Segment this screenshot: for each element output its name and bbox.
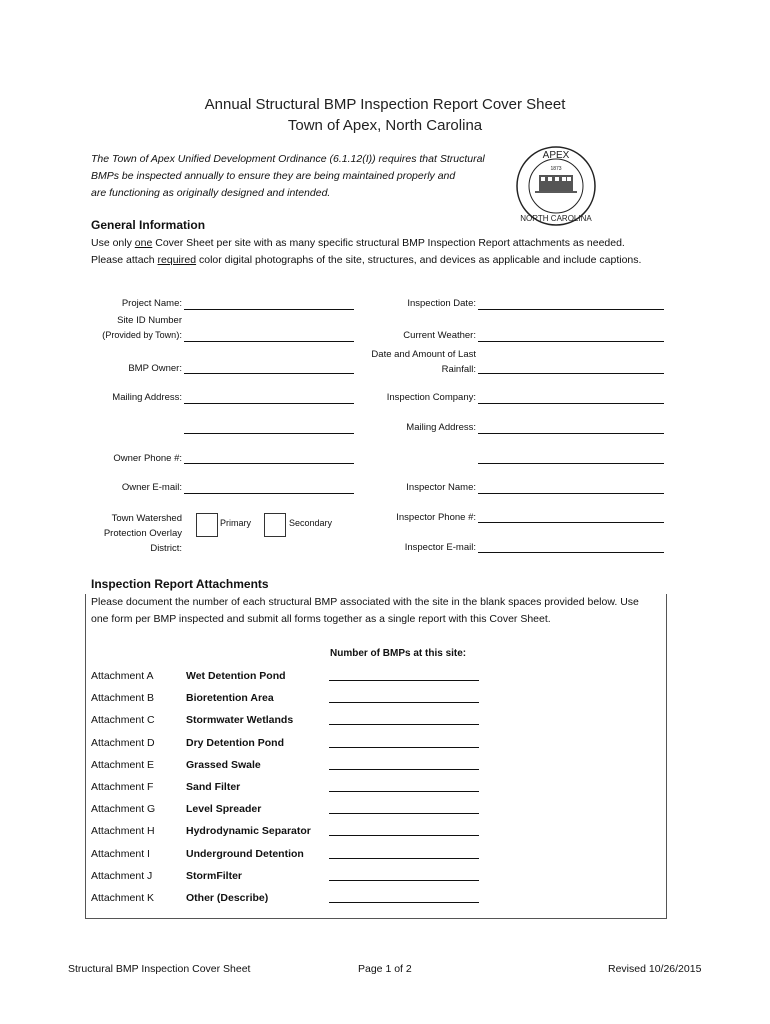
- owner-email-label: Owner E-mail:: [121, 482, 182, 493]
- owner-phone-label: Owner Phone #:: [113, 453, 182, 464]
- watershed-label: [82, 511, 182, 556]
- bmp-count-field[interactable]: [329, 813, 479, 814]
- seal-top-text: APEX: [542, 150, 570, 161]
- rainfall-label: [350, 347, 476, 377]
- attachment-row: [91, 692, 671, 714]
- intro-text: [91, 151, 511, 202]
- primary-checkbox[interactable]: [196, 513, 218, 537]
- bmp-count-header: Number of BMPs at this site:: [330, 648, 467, 659]
- site-id-close: ):: [176, 330, 182, 341]
- primary-label: Primary: [220, 518, 251, 528]
- footer-left: Structural BMP Inspection Cover Sheet: [68, 963, 251, 975]
- attachment-label: Attachment K: [91, 892, 155, 904]
- bmp-count-field[interactable]: [329, 858, 479, 859]
- inspector-email-field[interactable]: [478, 552, 664, 553]
- page-title: Annual Structural BMP Inspection Report Cover Sheet: [204, 96, 566, 113]
- attachment-label: Attachment B: [91, 692, 155, 705]
- rainfall-label-line1: Date and Amount of Last: [371, 349, 476, 360]
- owner-email-field[interactable]: [184, 493, 354, 494]
- bmp-count-field[interactable]: [329, 724, 479, 725]
- site-id-label-line2: [90, 328, 182, 343]
- inspector-email-label: Inspector E-mail:: [404, 542, 476, 553]
- watershed-label-line3: District:: [150, 543, 182, 554]
- attachment-label: Attachment I: [91, 847, 150, 860]
- bmp-type-name: Stormwater Wetlands: [186, 714, 294, 727]
- attachment-label: Attachment E: [91, 758, 155, 771]
- bmp-type-name: Grassed Swale: [186, 758, 261, 771]
- rainfall-field[interactable]: [478, 373, 664, 374]
- site-id-label: [90, 313, 182, 343]
- bmp-type-name: Other (Describe): [186, 892, 269, 904]
- inspector-phone-field[interactable]: [478, 522, 664, 523]
- attachment-row: [91, 737, 671, 759]
- attachment-label: Attachment H: [91, 825, 155, 838]
- bmp-count-field[interactable]: [329, 902, 479, 903]
- attachments-description: [91, 594, 661, 628]
- bmp-count-field[interactable]: [329, 835, 479, 836]
- general-line1-pre: Use only: [91, 237, 135, 249]
- attachments-heading: Inspection Report Attachments: [91, 577, 269, 591]
- inspection-company-label: Inspection Company:: [386, 392, 476, 403]
- inspector-name-label: Inspector Name:: [406, 482, 476, 493]
- attachment-label: Attachment C: [91, 714, 155, 727]
- owner-phone-field[interactable]: [184, 463, 354, 464]
- bmp-owner-label: BMP Owner:: [128, 363, 182, 374]
- bmp-type-name: Dry Detention Pond: [186, 736, 285, 749]
- footer-revised: Revised 10/26/2015: [608, 963, 702, 975]
- inspection-date-label: Inspection Date:: [407, 298, 476, 309]
- bmp-count-field[interactable]: [329, 680, 479, 681]
- site-id-label-line1: Site ID Number: [117, 315, 182, 326]
- bmp-type-name: Sand Filter: [186, 781, 241, 793]
- intro-line-3: are functioning as originally designed and intended.: [91, 187, 331, 199]
- attachment-label: Attachment F: [91, 781, 154, 793]
- inspector-name-field[interactable]: [478, 493, 664, 494]
- attachment-row: [91, 825, 671, 847]
- attachment-row: [91, 848, 671, 870]
- attachment-label: Attachment J: [91, 869, 153, 882]
- bmp-count-field[interactable]: [329, 769, 479, 770]
- bmp-count-field[interactable]: [329, 791, 479, 792]
- general-line2-emph: required: [157, 254, 197, 266]
- general-info-line-2: [91, 252, 691, 269]
- bmp-owner-field[interactable]: [184, 373, 354, 374]
- bmp-count-field[interactable]: [329, 702, 479, 703]
- intro-line-1: The Town of Apex Unified Development Ordinance (6.1.12(I)) requires that Structural: [91, 153, 485, 165]
- site-id-small: Provided by Town: [105, 330, 177, 340]
- intro-line-2: BMPs be inspected annually to ensure they are being maintained properly and: [91, 170, 456, 182]
- mailing-address-label: Mailing Address:: [112, 392, 182, 403]
- mailing-address-field[interactable]: [184, 403, 354, 404]
- bmp-count-field[interactable]: [329, 747, 479, 748]
- current-weather-field[interactable]: [478, 341, 664, 342]
- attachment-label: Attachment G: [91, 803, 156, 816]
- bmp-type-name: Level Spreader: [186, 803, 262, 816]
- site-id-field[interactable]: [184, 341, 354, 342]
- attachment-row: [91, 870, 671, 892]
- bmp-type-name: Hydrodynamic Separator: [186, 825, 311, 838]
- general-info-line-1: [91, 235, 691, 252]
- general-info-text: [91, 235, 691, 269]
- attachment-row: [91, 759, 671, 781]
- company-mailing-field-2[interactable]: [478, 463, 664, 464]
- project-name-field[interactable]: [184, 309, 354, 310]
- attachment-label: Attachment A: [91, 670, 154, 682]
- attachment-label: Attachment D: [91, 736, 155, 749]
- inspection-date-field[interactable]: [478, 309, 664, 310]
- secondary-checkbox[interactable]: [264, 513, 286, 537]
- inspection-company-field[interactable]: [478, 403, 664, 404]
- bmp-count-field[interactable]: [329, 880, 479, 881]
- project-name-label: Project Name:: [121, 298, 182, 309]
- current-weather-label: Current Weather:: [403, 330, 476, 341]
- general-line1-emph: one: [134, 237, 153, 249]
- seal-year: 1873: [550, 166, 562, 172]
- attachments-desc-line1: Please document the number of each structural BMP associated with the site in the blank spaces provided below. Use: [91, 596, 639, 608]
- bmp-type-name: StormFilter: [186, 869, 243, 882]
- attachment-row: [91, 670, 671, 692]
- attachment-row: [91, 892, 671, 914]
- company-mailing-field[interactable]: [478, 433, 664, 434]
- company-mailing-label: Mailing Address:: [406, 422, 476, 433]
- attachments-desc-line2: one form per BMP inspected and submit all forms together as a single report with this Cover Sheet.: [91, 613, 551, 625]
- general-line2-post: color digital photographs of the site, structures, and devices as applicable and include captions.: [196, 254, 642, 266]
- seal-bottom-text: NORTH CAROLINA: [520, 214, 592, 223]
- page-subtitle: Town of Apex, North Carolina: [287, 117, 483, 134]
- attachment-row: [91, 781, 671, 803]
- secondary-label: Secondary: [289, 518, 333, 528]
- attachment-row: [91, 714, 671, 736]
- general-line1-post: Cover Sheet per site with as many specific structural BMP Inspection Report attachments as needed.: [152, 237, 625, 249]
- site-id-open: (: [102, 330, 106, 341]
- bmp-type-name: Underground Detention: [186, 847, 304, 860]
- general-info-heading: General Information: [91, 218, 206, 232]
- bmp-type-name: Bioretention Area: [186, 692, 274, 705]
- general-line2-pre: Please attach: [91, 254, 158, 266]
- town-seal-icon: [515, 145, 597, 227]
- attachment-row: [91, 803, 671, 825]
- watershed-label-line1: Town Watershed: [111, 513, 182, 524]
- watershed-label-line2: Protection Overlay: [103, 528, 182, 539]
- rainfall-label-line2: Rainfall:: [441, 364, 476, 375]
- mailing-address-field-2[interactable]: [184, 433, 354, 434]
- bmp-type-name: Wet Detention Pond: [186, 670, 286, 682]
- footer-page: Page 1 of 2: [358, 963, 412, 975]
- inspector-phone-label: Inspector Phone #:: [396, 512, 476, 523]
